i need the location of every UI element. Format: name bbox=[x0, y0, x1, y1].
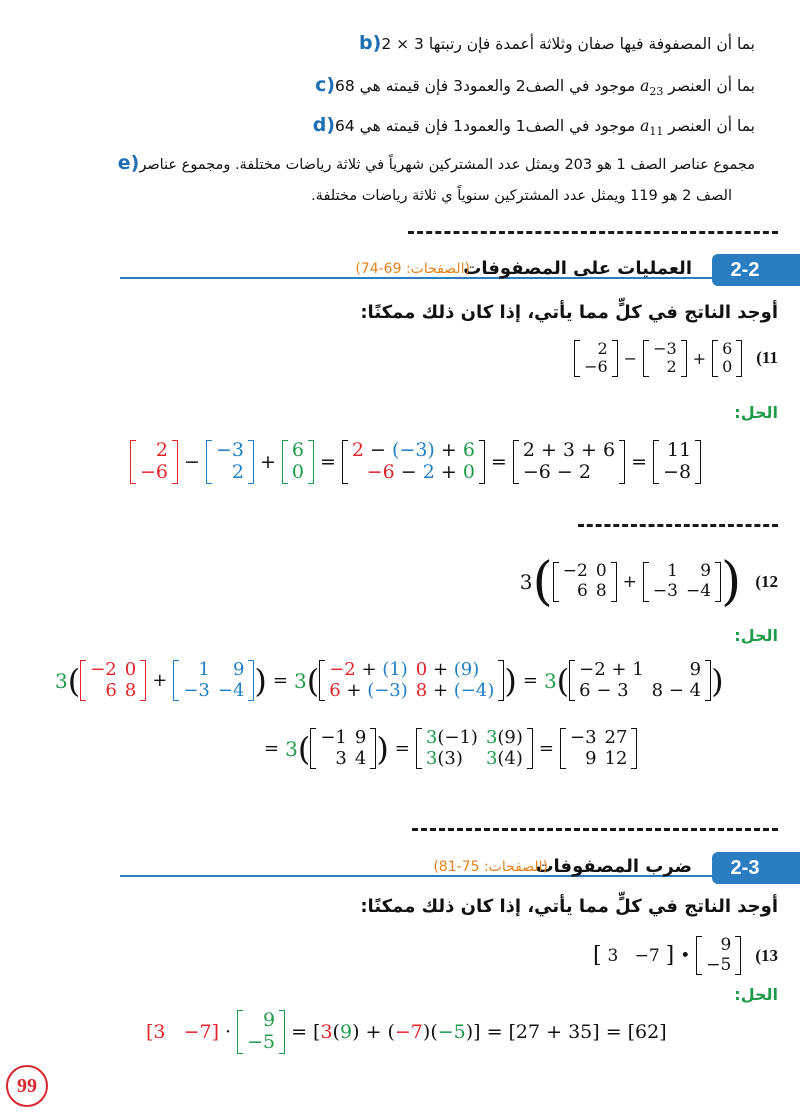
section-pages: (الصفحات: 69-74) bbox=[355, 261, 470, 277]
item-d bbox=[307, 114, 755, 138]
item-text: بما أن المصفوفة فيها صفان وثلاثة أعمدة فإن رتبتها 3 × 2 bbox=[381, 35, 755, 53]
question-11: 2 −6 − −3 2 + 6 0 (11 bbox=[574, 340, 778, 381]
item-b bbox=[353, 32, 755, 54]
item-label: d) bbox=[312, 114, 336, 136]
item-text-line1: مجموع عناصر الصف 1 هو 203 ويمثل عدد المشتركين شهرياً في ثلاثة رياضات مختلفة. ومجموع عناصر bbox=[139, 157, 755, 173]
question-number: (11 bbox=[756, 348, 778, 368]
solution-label: الحل: bbox=[734, 985, 778, 1004]
solution-label: الحل: bbox=[734, 626, 778, 645]
solution-label: الحل: bbox=[734, 403, 778, 422]
item-text-pre: بما أن العنصر bbox=[663, 77, 755, 95]
section-number: 2-2 bbox=[712, 254, 778, 286]
divider bbox=[578, 524, 778, 527]
section-number: 2-3 bbox=[712, 852, 778, 884]
section-title: ضرب المصفوفات bbox=[535, 856, 692, 877]
item-c bbox=[309, 74, 755, 98]
section-title: العمليات على المصفوفات bbox=[463, 258, 692, 279]
instruction: أوجد الناتج في كلٍّ مما يأتي، إذا كان ذلك ممكنًا: bbox=[360, 896, 778, 917]
section-pages: (الصفحات: 75-81) bbox=[433, 859, 548, 875]
question-number: (13 bbox=[755, 945, 778, 965]
question-12: 3 ( −2 0 6 8 + 1 9 −3 −4 ) (12 bbox=[519, 552, 778, 612]
solution-13: [3 −7] · 9 −5 = [ 3 ( 9 ) + ( −7 )( −5 )] = [27 + 35] = [62] bbox=[146, 1009, 667, 1053]
matrix: 6 0 bbox=[712, 340, 742, 377]
solution-12-line2: = 3 ( −1 9 3 4 ) = 3(−1) 3(9) 3(3) 3(4) = −3 27 9 12 bbox=[258, 728, 637, 769]
instruction: أوجد الناتج في كلٍّ مما يأتي، إذا كان ذلك ممكنًا: bbox=[360, 302, 778, 323]
item-e-line2: الصف 2 هو 119 ويمثل عدد المشتركين سنوياً ي ثلاثة رياضات مختلفة. bbox=[311, 188, 732, 204]
item-label: b) bbox=[359, 32, 382, 54]
matrix: 2 −6 bbox=[574, 340, 618, 377]
item-e bbox=[112, 152, 755, 174]
page-number: 99 bbox=[6, 1065, 48, 1107]
divider bbox=[412, 828, 778, 831]
solution-12-line1: 3 ( −2 0 6 8 + 1 9 −3 −4 ) = 3 ( −2 + (1) 0 + (9) 6 + (−3) 8 + (−4) ) = 3 ( −2 + 1 9 6 − 3 8 − 4 ) bbox=[55, 659, 724, 701]
item-label: c) bbox=[315, 74, 336, 96]
solution-11: 2 −6 − −3 2 + 6 0 = 2 − (−3) + 6 −6 − 2 + 0 = 2 + 3 + 6 −6 − 2 = 11 −8 bbox=[130, 440, 701, 488]
matrix-element: $a_{11}$ bbox=[640, 117, 664, 139]
question-13: [ 3 −7 ] • 9 −5 (13 bbox=[592, 935, 778, 975]
matrix-element: $a_{23}$ bbox=[640, 77, 664, 99]
item-text-pre: بما أن العنصر bbox=[663, 117, 755, 135]
question-number: (12 bbox=[755, 572, 778, 591]
divider bbox=[408, 231, 778, 234]
item-text-post: موجود في الصف2 والعمود3 فإن قيمته هي 68 bbox=[335, 77, 641, 95]
item-text-post: موجود في الصف1 والعمود1 فإن قيمته هي 64 bbox=[335, 117, 641, 135]
item-label: e) bbox=[117, 152, 140, 174]
matrix: −3 2 bbox=[643, 340, 687, 377]
